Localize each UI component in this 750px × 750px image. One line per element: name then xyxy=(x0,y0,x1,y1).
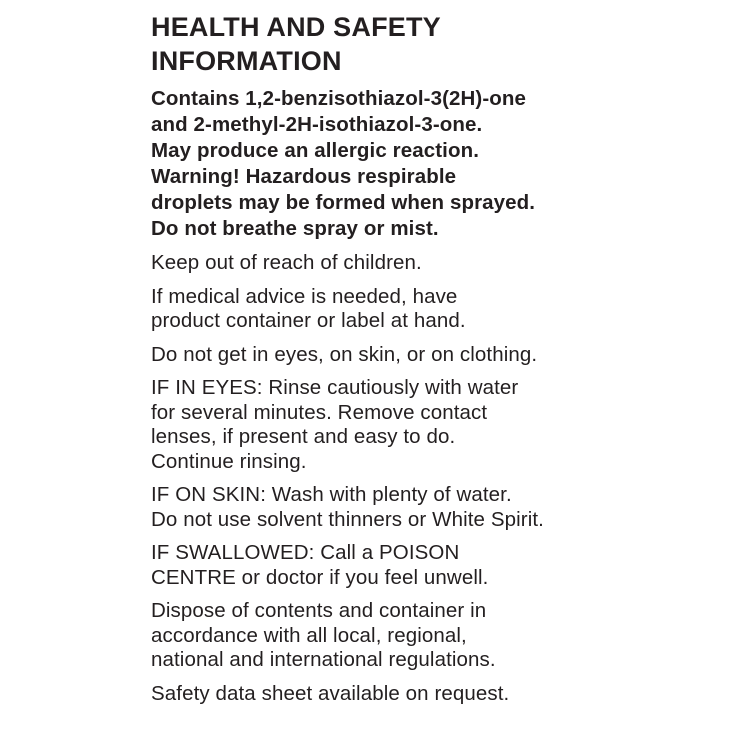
skin-statement xyxy=(151,483,621,532)
disposal-statement xyxy=(151,599,621,673)
safety-label xyxy=(151,10,621,715)
section-heading xyxy=(151,10,621,78)
statement-line: lenses, if present and easy to do. xyxy=(151,425,456,448)
statement-line: Continue rinsing. xyxy=(151,449,307,473)
statement-line: Safety data sheet available on request. xyxy=(151,681,510,705)
hazard-line: Warning! Hazardous respirable xyxy=(151,165,457,188)
hazard-statement xyxy=(151,86,621,242)
heading-line: INFORMATION xyxy=(151,46,342,76)
statement-line: Keep out of reach of children. xyxy=(151,251,422,274)
hazard-line: Do not breathe spray or mist. xyxy=(151,217,439,240)
eyes-statement xyxy=(151,376,621,474)
statement-line: accordance with all local, regional, xyxy=(151,623,467,647)
statement-line: national and international regulations. xyxy=(151,648,496,671)
swallowed-statement xyxy=(151,541,621,590)
statement-line: Dispose of contents and container in xyxy=(151,599,487,622)
medical-advice-statement xyxy=(151,285,621,334)
statement-line: for several minutes. Remove contact xyxy=(151,400,488,424)
hazard-line: droplets may be formed when sprayed. xyxy=(151,191,536,214)
hazard-line: and 2-methyl-2H-isothiazol-3-one. xyxy=(151,113,483,136)
statement-line: IF SWALLOWED: Call a POISON xyxy=(151,541,460,564)
statement-line: If medical advice is needed, have xyxy=(151,284,458,308)
statement-line: IF IN EYES: Rinse cautiously with water xyxy=(151,376,519,399)
statement-line: Do not get in eyes, on skin, or on clothing. xyxy=(151,342,538,366)
safety-data-sheet-statement xyxy=(151,682,621,707)
children-statement xyxy=(151,251,621,276)
statement-line: Do not use solvent thinners or White Spirit. xyxy=(151,507,544,531)
heading-line: HEALTH AND SAFETY xyxy=(151,12,441,42)
statement-line: CENTRE or doctor if you feel unwell. xyxy=(151,565,489,589)
contact-statement xyxy=(151,343,621,368)
hazard-line: Contains 1,2-benzisothiazol-3(2H)-one xyxy=(151,87,527,110)
hazard-line: May produce an allergic reaction. xyxy=(151,139,479,162)
statement-line: product container or label at hand. xyxy=(151,309,466,332)
statement-line: IF ON SKIN: Wash with plenty of water. xyxy=(151,483,512,506)
